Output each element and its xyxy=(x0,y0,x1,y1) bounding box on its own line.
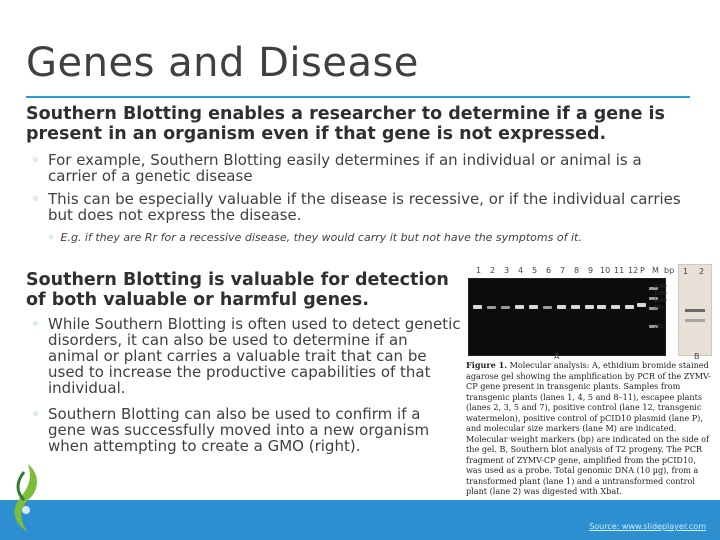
section2-bullet-2: ◦ Southern Blotting can also be used to confirm if a gene was successfully moved into a new organism when attempting to create a GMO (right). xyxy=(32,405,430,455)
lane-number: 2 xyxy=(490,266,496,275)
section2-heading: Southern Blotting is valuable for detection of both valuable or harmful genes. xyxy=(26,270,449,310)
lane-number: 4 xyxy=(518,266,524,275)
bullet-marker-icon: ◦ xyxy=(32,317,40,331)
lane-number: 1 xyxy=(476,266,482,275)
lane-number: 8 xyxy=(574,266,580,275)
bullet-marker-icon: ◦ xyxy=(32,153,40,167)
bullet-marker-icon: ◦ xyxy=(48,231,55,244)
bullet-marker-icon: ◦ xyxy=(32,192,40,206)
agarose-gel-image xyxy=(468,278,666,356)
lane-number: M xyxy=(652,266,659,275)
lane-number: 5 xyxy=(532,266,538,275)
gel-figure: 1 2 3 4 5 6 7 8 9 10 11 12 P M bp 2000 1500 1000 500 250 1 2 A B Figure 1. Molecular analysis: A, ethidium bromide stained agarose gel showing the amplification by PCR of the ZYMV-CP gene present in transgenic plants. Samples from transgenic plants (lanes 1, 4, 5 and 8–11), escapee plants (lanes 2, 3, 5 and 7), positive control (lane 12, transgenic watermelon), positive control of pCID10 plasmid (lane P), and molecular size markers (lane M) are indicated. Molecular weight markers (bp) are indicated on the side of the gel. B, Southern blot analysis of T2 progeny. The PCR fragment of ZYMV-CP gene, amplified from the pCID10, was used as a probe. Total genomic DNA (10 µg), from a transformed plant (lane 1) and a untransformed control plant (lane 2) was digested with XbaI. xyxy=(462,264,714,492)
section1-heading: Southern Blotting enables a researcher to determine if a gene is present in an organism even if that gene is not expressed. xyxy=(26,104,665,144)
lane-number: 3 xyxy=(504,266,510,275)
slide-title: Genes and Disease xyxy=(26,40,419,86)
lane-number: 6 xyxy=(546,266,552,275)
green-leaf-logo-icon xyxy=(6,458,46,538)
lane-number: 10 xyxy=(600,266,611,275)
southern-blot-image: 1 2 xyxy=(678,264,712,356)
lane-number: 9 xyxy=(588,266,594,275)
section1-bullet-1: ◦ For example, Southern Blotting easily determines if an individual or animal is a carrier of a genetic disease xyxy=(32,151,642,185)
lane-number: P xyxy=(640,266,645,275)
bp-label: bp xyxy=(664,266,675,275)
footer-bar xyxy=(0,500,720,540)
lane-number: 11 xyxy=(614,266,625,275)
gel-lane-numbers xyxy=(472,266,662,278)
bullet-marker-icon: ◦ xyxy=(32,407,40,421)
panel-b-label: B xyxy=(694,352,700,361)
section2-bullet-1: ◦ While Southern Blotting is often used to detect genetic disorders, it can also be used to determine if an animal or plant carries a valuable trait that can be used to increase the productive capabilities of that individual. xyxy=(32,315,461,397)
title-underline xyxy=(26,96,690,98)
source-credit-link[interactable]: Source: www.slideplayer.com xyxy=(589,522,706,531)
panel-a-label: A xyxy=(554,352,560,361)
figure-caption: Figure 1. Molecular analysis: A, ethidium bromide stained agarose gel showing the amplification by PCR of the ZYMV-CP gene present in transgenic plants. Samples from transgenic plants (lanes 1, 4, 5 and 8–11), escapee plants (lanes 2, 3, 5 and 7), positive control (lane 12, transgenic watermelon), positive control of pCID10 plasmid (lane P), and molecular size markers (lane M) are indicated. Molecular weight markers (bp) are indicated on the side of the gel. B, Southern blot analysis of T2 progeny. The PCR fragment of ZYMV-CP gene, amplified from the pCID10, was used as a probe. Total genomic DNA (10 µg), from a transformed plant (lane 1) and a untransformed control plant (lane 2) was digested with XbaI. xyxy=(466,360,711,496)
lane-number: 7 xyxy=(560,266,566,275)
section1-subbullet: ◦ E.g. if they are Rr for a recessive disease, they would carry it but not have the symptoms of it. xyxy=(48,231,582,244)
lane-number: 12 xyxy=(628,266,639,275)
section1-bullet-2: ◦ This can be especially valuable if the disease is recessive, or if the individual carries but does not express the disease. xyxy=(32,190,681,224)
